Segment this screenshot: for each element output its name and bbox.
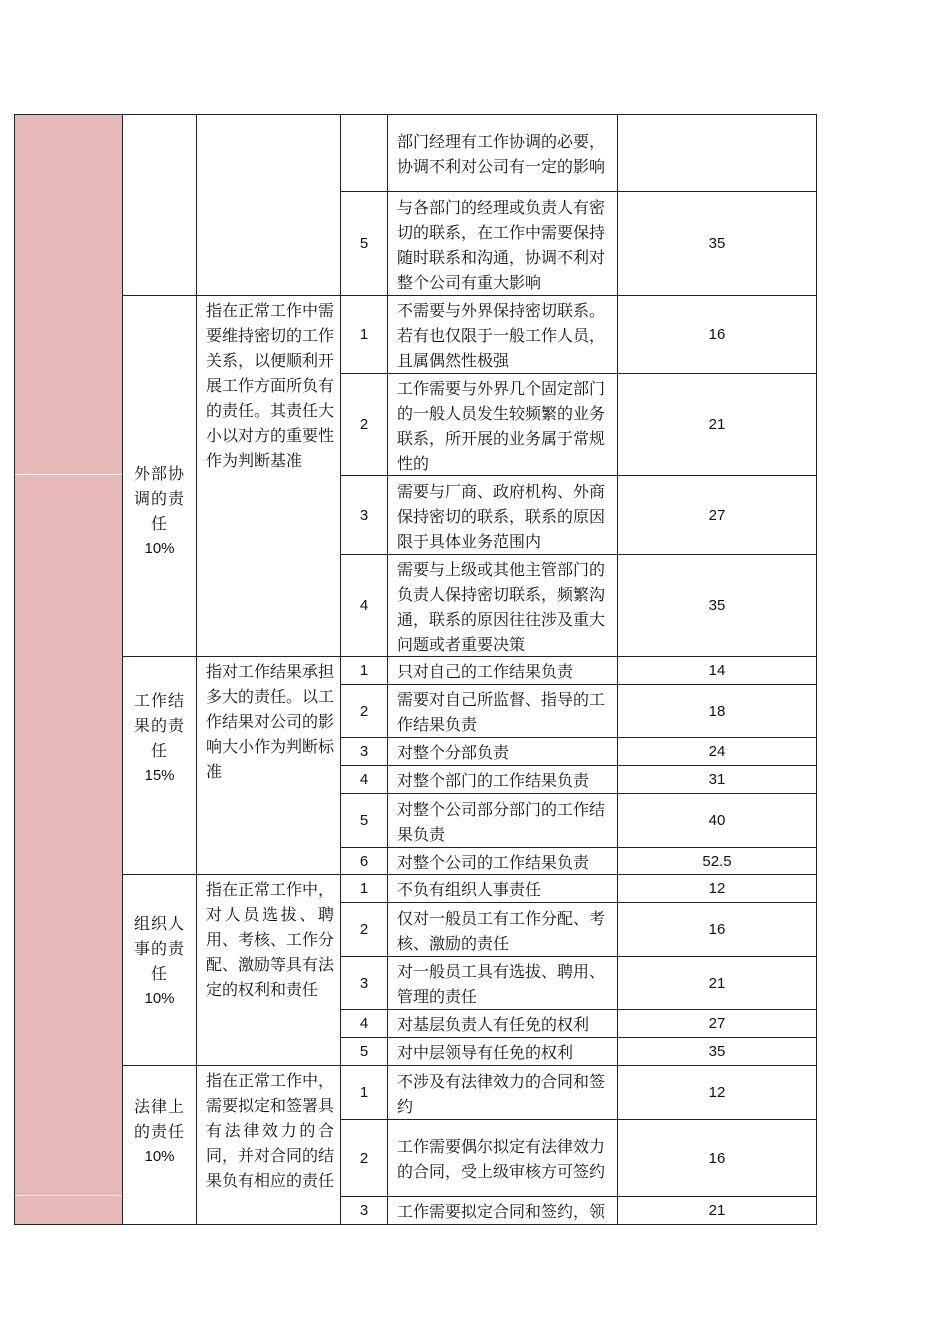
factor-name: 法律上的责任	[133, 1096, 185, 1141]
level-description: 对一般员工具有选拔、聘用、管理的责任	[387, 956, 618, 1010]
level-cell: 2	[340, 373, 388, 476]
level-cell: 2	[340, 684, 388, 738]
factor-external-coordination	[122, 295, 197, 657]
continued-factor-cell	[122, 114, 197, 296]
level-cell: 3	[340, 956, 388, 1010]
level-description: 对中层领导有任免的权利	[387, 1037, 618, 1066]
score-cell: 31	[617, 765, 817, 794]
level-description: 部门经理有工作协调的必要，协调不利对公司有一定的影响	[387, 114, 618, 192]
score-cell: 35	[617, 191, 817, 296]
factor-name: 组织人事的责任	[133, 914, 185, 983]
level-description: 需要与厂商、政府机构、外商保持密切的联系，联系的原因限于具体业务范围内	[387, 475, 618, 555]
level-cell: 2	[340, 902, 388, 957]
level-cell: 3	[340, 1196, 388, 1225]
level-description: 只对自己的工作结果负责	[387, 656, 618, 685]
score-cell: 35	[617, 1037, 817, 1066]
level-cell: 4	[340, 554, 388, 657]
level-cell: 2	[340, 1119, 388, 1197]
level-cell: 4	[340, 765, 388, 794]
score-cell: 16	[617, 902, 817, 957]
factor-weight: 15%	[144, 767, 175, 784]
level-description: 对整个部门的工作结果负责	[387, 765, 618, 794]
factor-weight: 10%	[144, 540, 175, 557]
level-description: 需要对自己所监督、指导的工作结果负责	[387, 684, 618, 738]
score-cell: 52.5	[617, 847, 817, 875]
score-cell: 21	[617, 373, 817, 476]
level-description: 不需要与外界保持密切联系。若有也仅限于一般工作人员，且属偶然性极强	[387, 295, 618, 374]
score-cell	[617, 114, 817, 192]
level-cell: 3	[340, 475, 388, 555]
score-cell: 40	[617, 793, 817, 848]
level-description: 与各部门的经理或负责人有密切的联系，在工作中需要保持随时联系和沟通，协调不利对整个公司有重大影响	[387, 191, 618, 296]
score-cell: 16	[617, 295, 817, 374]
continued-definition-cell	[196, 114, 341, 296]
level-description: 不负有组织人事责任	[387, 874, 618, 903]
level-cell: 6	[340, 847, 388, 875]
score-cell: 21	[617, 956, 817, 1010]
factor-definition: 指在正常工作中，对人员选拔、聘用、考核、工作分配、激励等具有法定的权利和责任	[196, 874, 341, 1066]
factor-legal	[122, 1065, 197, 1225]
factor-personnel	[122, 874, 197, 1066]
level-cell	[340, 114, 388, 192]
level-description: 工作需要偶尔拟定有法律效力的合同，受上级审核方可签约	[387, 1119, 618, 1197]
factor-work-result	[122, 656, 197, 875]
factor-weight: 10%	[144, 990, 175, 1007]
category-row-seam	[15, 474, 122, 475]
score-cell: 12	[617, 874, 817, 903]
score-cell: 27	[617, 1009, 817, 1038]
level-description: 对整个公司的工作结果负责	[387, 847, 618, 875]
level-description: 对基层负责人有任免的权利	[387, 1009, 618, 1038]
score-cell: 27	[617, 475, 817, 555]
score-cell: 24	[617, 737, 817, 766]
score-cell: 14	[617, 656, 817, 685]
factor-definition: 指在正常工作中需要维持密切的工作关系，以便顺利开展工作方面所负有的责任。其责任大小以对方的重要性作为判断基准	[196, 295, 341, 657]
level-cell: 1	[340, 656, 388, 685]
score-cell: 18	[617, 684, 817, 738]
factor-name: 外部协调的责任	[133, 464, 185, 533]
level-description: 对整个分部负责	[387, 737, 618, 766]
score-cell: 21	[617, 1196, 817, 1225]
level-cell: 5	[340, 191, 388, 296]
score-cell: 16	[617, 1119, 817, 1197]
factor-weight: 10%	[144, 1147, 175, 1165]
category-column	[14, 114, 123, 1225]
level-description: 仅对一般员工有工作分配、考核、激励的责任	[387, 902, 618, 957]
factor-name: 工作结果的责任	[133, 691, 185, 760]
level-cell: 4	[340, 1009, 388, 1038]
level-description: 不涉及有法律效力的合同和签约	[387, 1065, 618, 1120]
level-cell: 3	[340, 737, 388, 766]
level-description: 工作需要拟定合同和签约，领	[387, 1196, 618, 1225]
level-cell: 1	[340, 1065, 388, 1120]
level-cell: 5	[340, 1037, 388, 1066]
category-row-seam	[15, 1195, 122, 1196]
level-cell: 5	[340, 793, 388, 848]
score-cell: 12	[617, 1065, 817, 1120]
level-cell: 1	[340, 874, 388, 903]
level-description: 工作需要与外界几个固定部门的一般人员发生较频繁的业务联系，所开展的业务属于常规性的	[387, 373, 618, 476]
level-description: 需要与上级或其他主管部门的负责人保持密切联系，频繁沟通，联系的原因往往涉及重大问题或者重要决策	[387, 554, 618, 657]
level-cell: 1	[340, 295, 388, 374]
factor-definition: 指在正常工作中，需要拟定和签署具有法律效力的合同，并对合同的结果负有相应的责任	[196, 1065, 341, 1225]
score-cell: 35	[617, 554, 817, 657]
level-description: 对整个公司部分部门的工作结果负责	[387, 793, 618, 848]
factor-definition: 指对工作结果承担多大的责任。以工作结果对公司的影响大小作为判断标准	[196, 656, 341, 875]
